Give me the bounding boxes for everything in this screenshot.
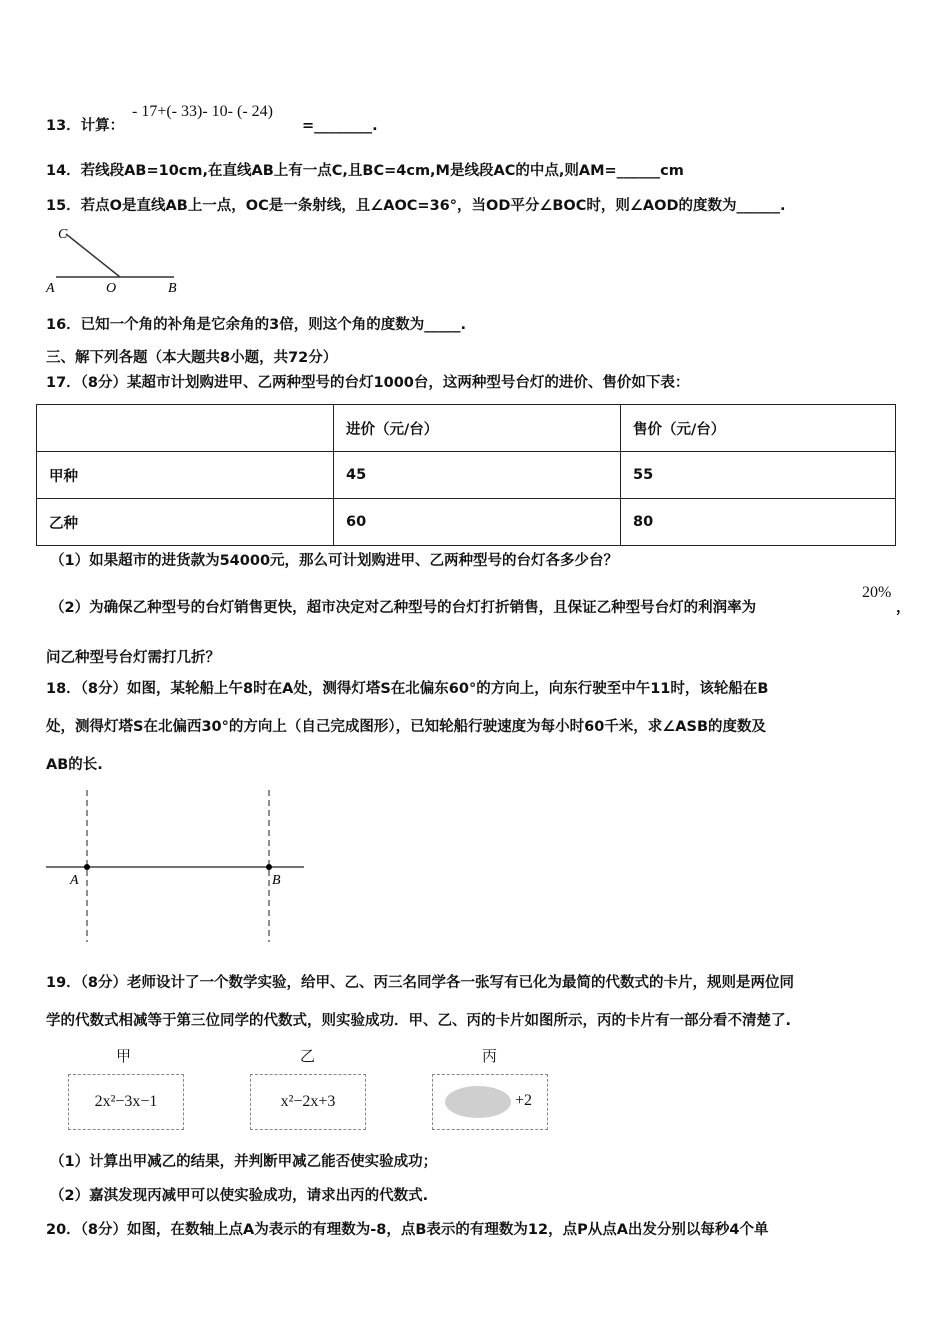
table-cell: 进价（元/台） bbox=[334, 405, 621, 452]
card-title-bing: 丙 bbox=[482, 1047, 498, 1065]
q17-price-table bbox=[36, 404, 896, 546]
q18-point-a bbox=[84, 864, 90, 870]
q17-profit-rate: 20% bbox=[862, 584, 892, 601]
q15-label-o: O bbox=[106, 281, 117, 296]
q18-line2: 处，测得灯塔S在北偏西30°的方向上（自己完成图形），已知轮船行驶速度为每小时60千米，求∠ASB的度数及 bbox=[46, 719, 767, 735]
table-header-row bbox=[37, 405, 896, 452]
blurred-area bbox=[445, 1086, 511, 1118]
card-jia bbox=[68, 1074, 184, 1130]
q14-text: 14．若线段AB=10cm,在直线AB上有一点C,且BC=4cm,M是线段AC的中点,则AM=______cm bbox=[46, 163, 684, 179]
table-cell: 45 bbox=[334, 452, 621, 499]
table-cell: 60 bbox=[334, 499, 621, 546]
q15-label-a: A bbox=[46, 281, 55, 296]
q18-point-b bbox=[266, 864, 272, 870]
q19-line1: 19．（8分）老师设计了一个数学实验，给甲、乙、丙三名同学各一张写有已化为最简的代数式的卡片，规则是两位同 bbox=[46, 975, 795, 991]
q17-part2-line1: （2）为确保乙种型号的台灯销售更快，超市决定对乙种型号的台灯打折销售，且保证乙种型号台灯的利润率为 bbox=[50, 600, 757, 616]
q15-figure bbox=[44, 222, 194, 298]
q19-part2: （2）嘉淇发现丙减甲可以使实验成功，请求出丙的代数式. bbox=[50, 1188, 429, 1204]
table-cell: 乙种 bbox=[37, 499, 334, 546]
q15-ray-oc bbox=[66, 234, 120, 277]
q13-expression: - 17+(- 33)- 10- (- 24) bbox=[132, 103, 273, 120]
q19-line2: 学的代数式相减等于第三位同学的代数式，则实验成功．甲、乙、丙的卡片如图所示，丙的卡片有一部分看不清楚了. bbox=[46, 1013, 792, 1029]
q15-text: 15．若点O是直线AB上一点，OC是一条射线，且∠AOC=36°，当OD平分∠BOC时，则∠AOD的度数为______. bbox=[46, 198, 786, 214]
q17-part2-line2: 问乙种型号台灯需打几折？ bbox=[46, 650, 220, 666]
q18-label-a: A bbox=[70, 873, 79, 888]
table-cell: 售价（元/台） bbox=[621, 405, 896, 452]
card-title-yi: 乙 bbox=[300, 1047, 316, 1065]
table-row bbox=[37, 499, 896, 546]
q17-intro: 17．（8分）某超市计划购进甲、乙两种型号的台灯1000台，这两种型号台灯的进价、售价如下表： bbox=[46, 375, 690, 391]
table-cell: 80 bbox=[621, 499, 896, 546]
q13-answer-blank: =________. bbox=[302, 118, 378, 134]
card-title-jia: 甲 bbox=[116, 1047, 132, 1065]
card-yi-expr: x²−2x+3 bbox=[280, 1093, 336, 1110]
table-row bbox=[37, 452, 896, 499]
card-jia-expr: 2x²−3x−1 bbox=[94, 1093, 158, 1110]
q20-text: 20．（8分）如图，在数轴上点A为表示的有理数为-8，点B表示的有理数为12，点P从点A出发分别以每秒4个单 bbox=[46, 1222, 769, 1238]
q19-part1: （1）计算出甲减乙的结果，并判断甲减乙能否使实验成功； bbox=[50, 1154, 438, 1170]
q18-figure bbox=[40, 788, 310, 944]
q17-part1: （1）如果超市的进货款为54000元，那么可计划购进甲、乙两种型号的台灯各多少台？ bbox=[50, 553, 619, 569]
q13-label: 13．计算： bbox=[46, 118, 125, 134]
table-cell bbox=[37, 405, 334, 452]
q16-text: 16．已知一个角的补角是它余角的3倍，则这个角的度数为_____. bbox=[46, 317, 467, 333]
table-cell: 55 bbox=[621, 452, 896, 499]
card-bing-expr: +2 bbox=[515, 1092, 533, 1109]
card-yi bbox=[250, 1074, 366, 1130]
q18-line3: AB的长. bbox=[46, 757, 103, 773]
section3-title: 三、解下列各题（本大题共8小题，共72分） bbox=[46, 350, 338, 366]
card-bing bbox=[432, 1074, 548, 1130]
q18-line1: 18．（8分）如图，某轮船上午8时在A处，测得灯塔S在北偏东60°的方向上，向东行驶至中午11时，该轮船在B bbox=[46, 681, 769, 697]
q17-comma: ， bbox=[896, 600, 911, 616]
table-cell: 甲种 bbox=[37, 452, 334, 499]
q15-label-b: B bbox=[168, 281, 177, 296]
q18-label-b: B bbox=[272, 873, 281, 888]
q15-label-c: C bbox=[58, 227, 68, 242]
